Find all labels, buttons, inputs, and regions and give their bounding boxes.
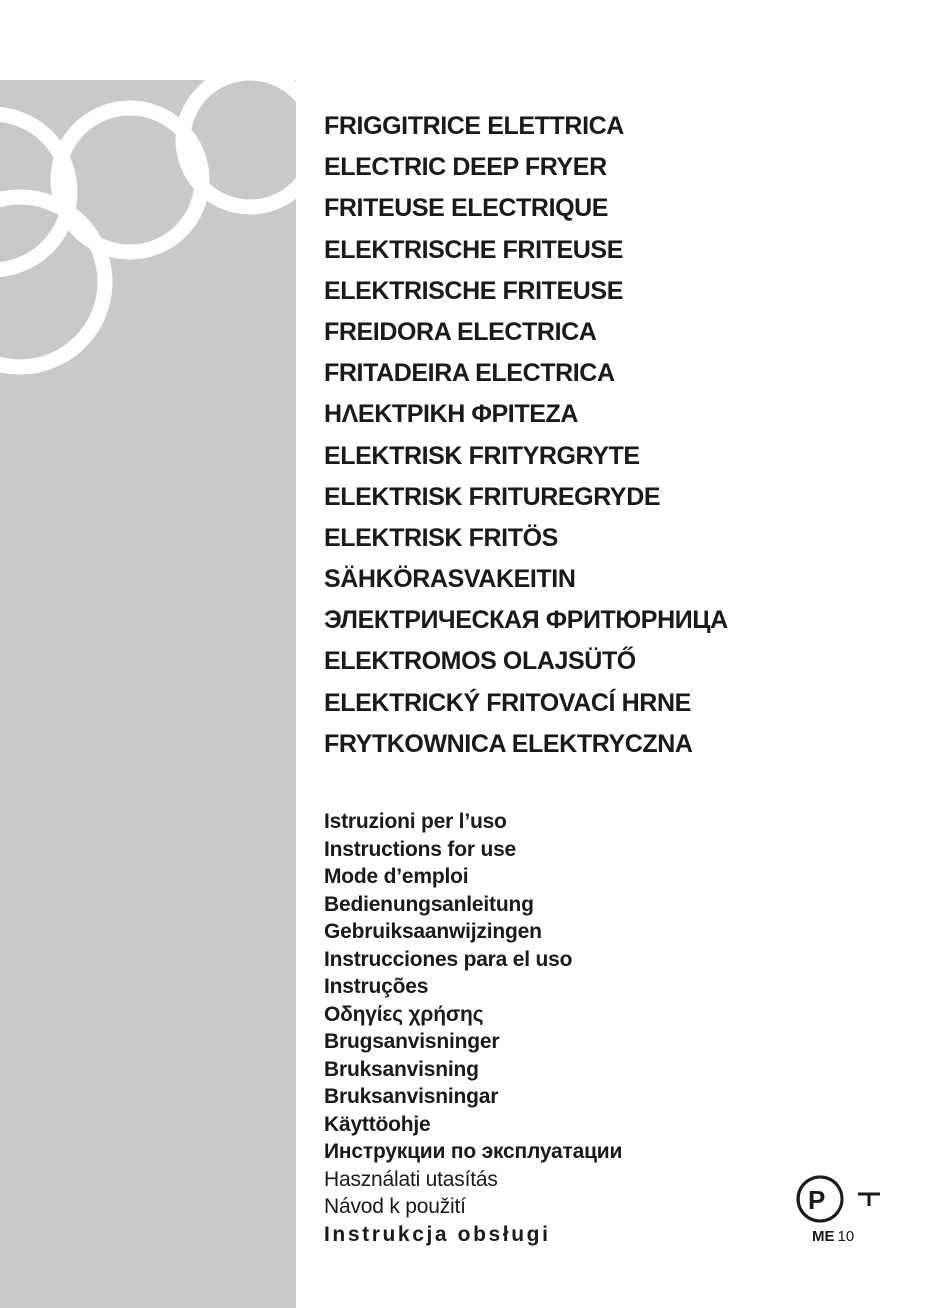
product-title-list	[324, 106, 728, 765]
instructions-label: Bruksanvisningar	[324, 1085, 499, 1108]
product-title: FREIDORA ELECTRICA	[324, 317, 597, 346]
product-title: ELEKTRISCHE FRITEUSE	[324, 276, 623, 305]
product-title: FRYTKOWNICA ELEKTRYCZNA	[324, 729, 693, 758]
product-title: ELEKTROMOS OLAJSÜTŐ	[324, 647, 636, 676]
instructions-label: Bedienungsanleitung	[324, 892, 534, 916]
product-title: ЭЛЕКТРИЧЕСКАЯ ФРИТЮРНИЦА	[324, 606, 728, 635]
certification-code-number: 10	[837, 1228, 855, 1245]
instructions-label: Instructions for use	[324, 837, 517, 861]
product-title: SÄHKÖRASVAKEITIN	[324, 565, 576, 594]
instructions-label: Bruksanvisning	[324, 1057, 479, 1081]
product-title: ELEKTRISK FRITÖS	[324, 523, 558, 552]
product-title: ELECTRIC DEEP FRYER	[324, 153, 607, 182]
instructions-label: Käyttöohje	[324, 1112, 431, 1136]
product-title: FRITADEIRA ELECTRICA	[324, 359, 615, 388]
decorative-rings-icon	[0, 0, 296, 420]
instructions-label: Brugsanvisninger	[324, 1030, 500, 1053]
product-title: FRIGGITRICE ELETTRICA	[324, 112, 624, 140]
certification-code-prefix: ME	[812, 1228, 835, 1245]
instructions-label: Mode d’emploi	[324, 865, 469, 888]
instructions-label: Οδηγίες χρήσης	[324, 1002, 484, 1026]
instructions-label: Návod k použití	[324, 1195, 466, 1218]
instructions-label: Instrucciones para el uso	[324, 947, 573, 971]
certification-code	[812, 1228, 854, 1245]
svg-text:P: P	[808, 1185, 826, 1215]
product-title: ELEKTRISCHE FRITEUSE	[324, 235, 623, 264]
product-title: ΗΛΕΚΤΡΙΚΗ ΦΡΙΤΕΖΑ	[324, 400, 579, 429]
product-title: ELEKTRISK FRITUREGRYDE	[324, 482, 661, 511]
product-title: FRITEUSE ELECTRIQUE	[324, 194, 609, 223]
instructions-label: Инструкции по эксплуатации	[324, 1140, 623, 1163]
product-title: ELEKTRICKÝ FRITOVACÍ HRNE	[324, 688, 691, 717]
product-title: ELEKTRISK FRITYRGRYTE	[324, 441, 640, 470]
instructions-label: Használati utasítás	[324, 1167, 498, 1191]
instructions-label: Istruzioni per l’uso	[324, 810, 507, 833]
instructions-label: Gebruiksaanwijzingen	[324, 920, 542, 943]
instructions-label: Instrukcja obsługi	[324, 1222, 551, 1246]
instructions-list	[324, 808, 622, 1248]
instructions-label: Instruções	[324, 975, 429, 998]
